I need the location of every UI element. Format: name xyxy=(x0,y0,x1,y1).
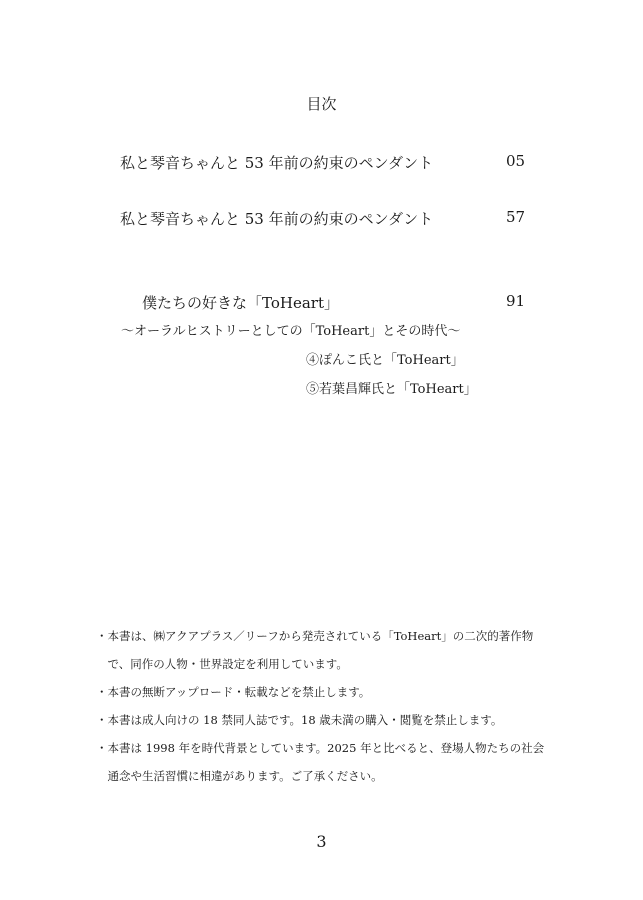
toc-entry-subtitle: ～オーラルヒストリーとしての「ToHeart」とその時代～ xyxy=(121,324,461,339)
note-line: ・本書は、㈱アクアプラス／リーフから発売されている「ToHeart」の二次的著作物 xyxy=(96,629,534,643)
note-line: 通念や生活習慣に相違があります。ご了承ください。 xyxy=(96,769,383,783)
toc-entry-title: 私と琴音ちゃんと 53 年前の約束のペンダント xyxy=(120,154,434,172)
toc-entry-part: ⑤若葉昌輝氏と「ToHeart」 xyxy=(306,382,477,397)
note-line: で、同作の人物・世界設定を利用しています。 xyxy=(96,657,348,671)
toc-entry-page: 05 xyxy=(506,152,526,170)
toc-entry-title: 僕たちの好きな「ToHeart」 xyxy=(142,294,339,312)
note-line: ・本書は 1998 年を時代背景としています。2025 年と比べると、登場人物たちの社会 xyxy=(96,741,545,755)
notes-section xyxy=(96,622,596,790)
toc-entry-page: 57 xyxy=(506,208,526,226)
toc-entry-page: 91 xyxy=(506,292,526,310)
page-number: 3 xyxy=(316,832,327,851)
toc-title: 目次 xyxy=(306,95,337,113)
toc-entry-part: ④ぽんこ氏と「ToHeart」 xyxy=(306,353,464,368)
note-line: ・本書は成人向けの 18 禁同人誌です。18 歳未満の購入・閲覧を禁止します。 xyxy=(96,713,503,727)
note-line: ・本書の無断アップロード・転載などを禁止します。 xyxy=(96,685,371,699)
toc-entry-title: 私と琴音ちゃんと 53 年前の約束のペンダント xyxy=(120,210,434,228)
